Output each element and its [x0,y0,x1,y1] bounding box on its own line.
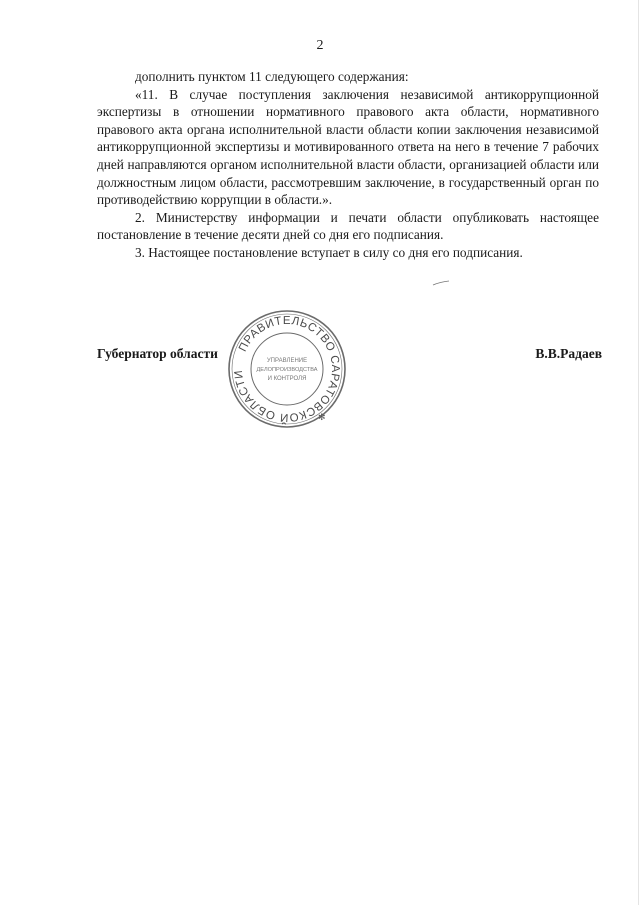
document-body [97,68,599,262]
signatory-name: В.В.Радаев [535,346,602,361]
page-number: 2 [316,38,324,53]
paragraph-intro: дополнить пунктом 11 следующего содержания: [135,69,409,84]
handwritten-stroke [432,280,450,286]
seal-outer-text: ПРАВИТЕЛЬСТВО САРАТОВСКОЙ ОБЛАСТИ [232,314,342,424]
seal-star: ✻ [318,412,326,422]
paragraph-item-2: 2. Министерству информации и печати области опубликовать настоящее постановление в течение десяти дней со дня его подписания. [97,209,599,243]
official-seal [226,308,348,430]
seal-inner-line-1: УПРАВЛЕНИЕ [266,358,308,364]
signatory-position: Губернатор области [97,346,218,361]
scan-edge [638,0,639,905]
paragraph-item-11: «11. В случае поступления заключения независимой антикоррупционной экспертизы в отношении нормативного правового акта области, нормативного правового акта органа исполнительной власти области копии заключения независимой антикоррупционной экспертизы и мотивированного ответа на него в течение 7 рабочих дней направляются органом исполнительной власти области, организацией области или должностным лицом области, рассмотревшим заключение, в государственный орган по противодействию коррупции в области.». [97,86,599,208]
seal-inner-line-2: ДЕЛОПРОИЗВОДСТВА [256,367,318,373]
paragraph-item-3: 3. Настоящее постановление вступает в силу со дня его подписания. [135,244,523,260]
seal-inner-line-3: И КОНТРОЛЯ [267,376,307,382]
